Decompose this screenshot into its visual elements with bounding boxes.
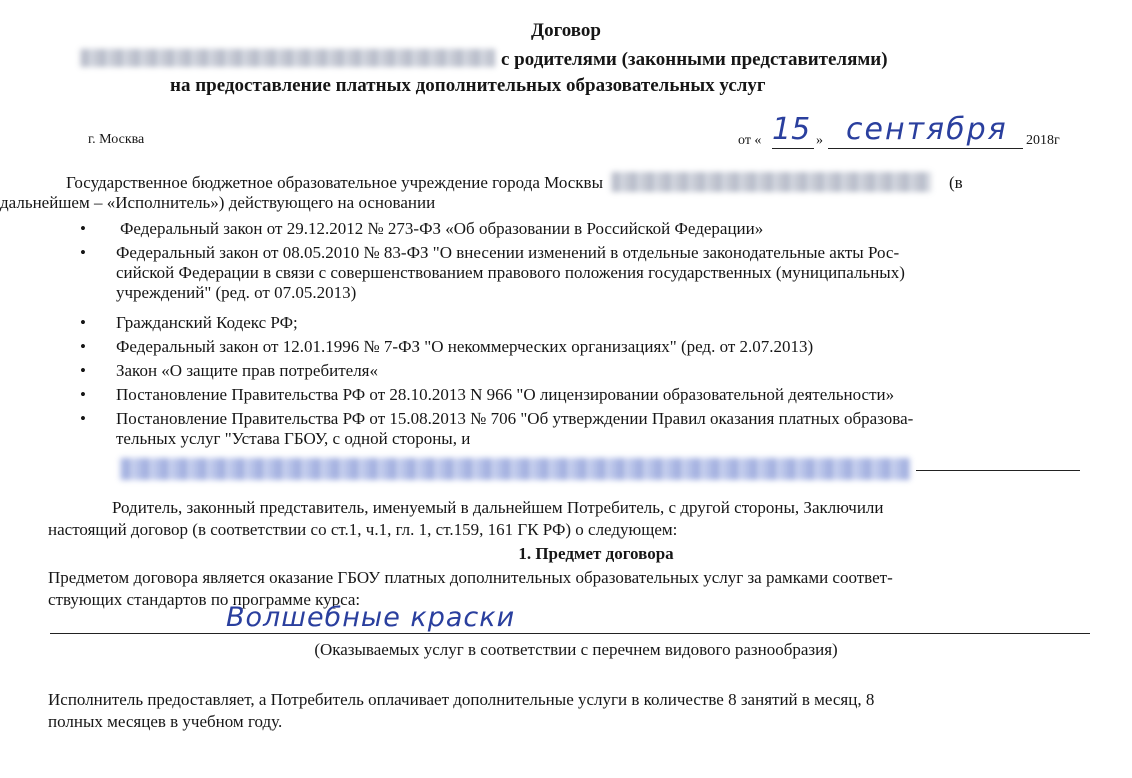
bullet-dot: • (80, 313, 86, 332)
parties-line-2: настоящий договор (в соответствии со ст.1, ч.1, гл. 1, ст.159, 161 ГК РФ) о следующем: (48, 520, 678, 539)
course-caption: (Оказываемых услуг в соответствии с перечнем видового разнообразия) (314, 640, 838, 659)
list-item-line: Закон «О защите прав потребителя« (116, 361, 379, 380)
section-1-line-1: Предметом договора является оказание ГБОУ платных дополнительных образовательных услуг за рамками соответ- (48, 568, 893, 587)
intro-line-1a: Государственное бюджетное образовательное учреждение города Москвы (66, 173, 604, 192)
list-item-line: Федеральный закон от 12.01.1996 № 7-ФЗ "О некоммерческих организациях" (ред. от 2.07.2013) (116, 337, 814, 356)
bullet-dot: • (80, 385, 86, 404)
place: г. Москва (88, 132, 145, 147)
date-month-handwritten: сентября (846, 112, 1008, 147)
terms-line-1: Исполнитель предоставляет, а Потребитель оплачивает дополнительные услуги в количестве 8 занятий в месяц, 8 (48, 690, 875, 709)
list-item-line: тельных услуг "Устава ГБОУ, с одной стороны, и (116, 429, 471, 448)
parties-line-1: Родитель, законный представитель, именуемый в дальнейшем Потребитель, с другой стороны, Заключили (112, 498, 884, 517)
date-quote-close: » (816, 133, 823, 148)
course-underline (50, 633, 1090, 634)
day-underline (772, 148, 814, 149)
bullet-dot: • (80, 243, 86, 262)
list-item-line: Федеральный закон от 08.05.2010 № 83-ФЗ "О внесении изменений в отдельные законодательные акты Рос- (116, 243, 900, 262)
parent-name-field (120, 450, 1080, 490)
section-1-line-2: ствующих стандартов по программе курса: (48, 590, 361, 609)
list-item-line: Гражданский Кодекс РФ; (116, 313, 298, 332)
month-underline (828, 148, 1023, 149)
list-item-line: Федеральный закон от 29.12.2012 № 273-ФЗ «Об образовании в Российской Федерации» (120, 219, 764, 238)
bullet-dot: • (80, 361, 86, 380)
intro-line-1b: (в (949, 173, 963, 192)
section-1-title: 1. Предмет договора (518, 544, 674, 563)
date-year: 2018г (1026, 133, 1060, 148)
list-item-line: сийской Федерации в связи с совершенствованием правового положения государственных (муниципальных) (116, 263, 905, 282)
bullet-dot: • (80, 219, 86, 238)
terms-line-2: полных месяцев в учебном году. (48, 712, 283, 731)
redacted-school-name (80, 49, 495, 67)
document-subtitle-text: с родителями (законными представителями) (501, 49, 888, 70)
redacted-school-number (611, 172, 931, 192)
date-day-handwritten: 15 (772, 112, 811, 147)
intro-line-2: дальнейшем – «Исполнитель») действующего на основании (0, 193, 436, 212)
list-item-line: учреждений" (ред. от 07.05.2013) (116, 283, 357, 302)
contract-date (738, 112, 1078, 152)
bullet-dot: • (80, 409, 86, 428)
course-name-handwritten: Волшебные краски (226, 602, 516, 633)
intro-line-1 (66, 172, 963, 193)
course-name-field (50, 600, 1090, 640)
name-underline (916, 470, 1080, 471)
bullet-dot: • (80, 337, 86, 356)
document-subtitle (80, 49, 888, 71)
document-subtitle-2: на предоставление платных дополнительных образовательных услуг (170, 75, 766, 96)
redacted-parent-name (120, 458, 910, 480)
list-item-line: Постановление Правительства РФ от 28.10.2013 N 966 "О лицензировании образовательной деятельности» (116, 385, 895, 404)
list-item-line: Постановление Правительства РФ от 15.08.2013 № 706 "Об утверждении Правил оказания платных образова- (116, 409, 914, 428)
document-title: Договор (531, 20, 601, 41)
date-prefix: от « (738, 133, 762, 148)
